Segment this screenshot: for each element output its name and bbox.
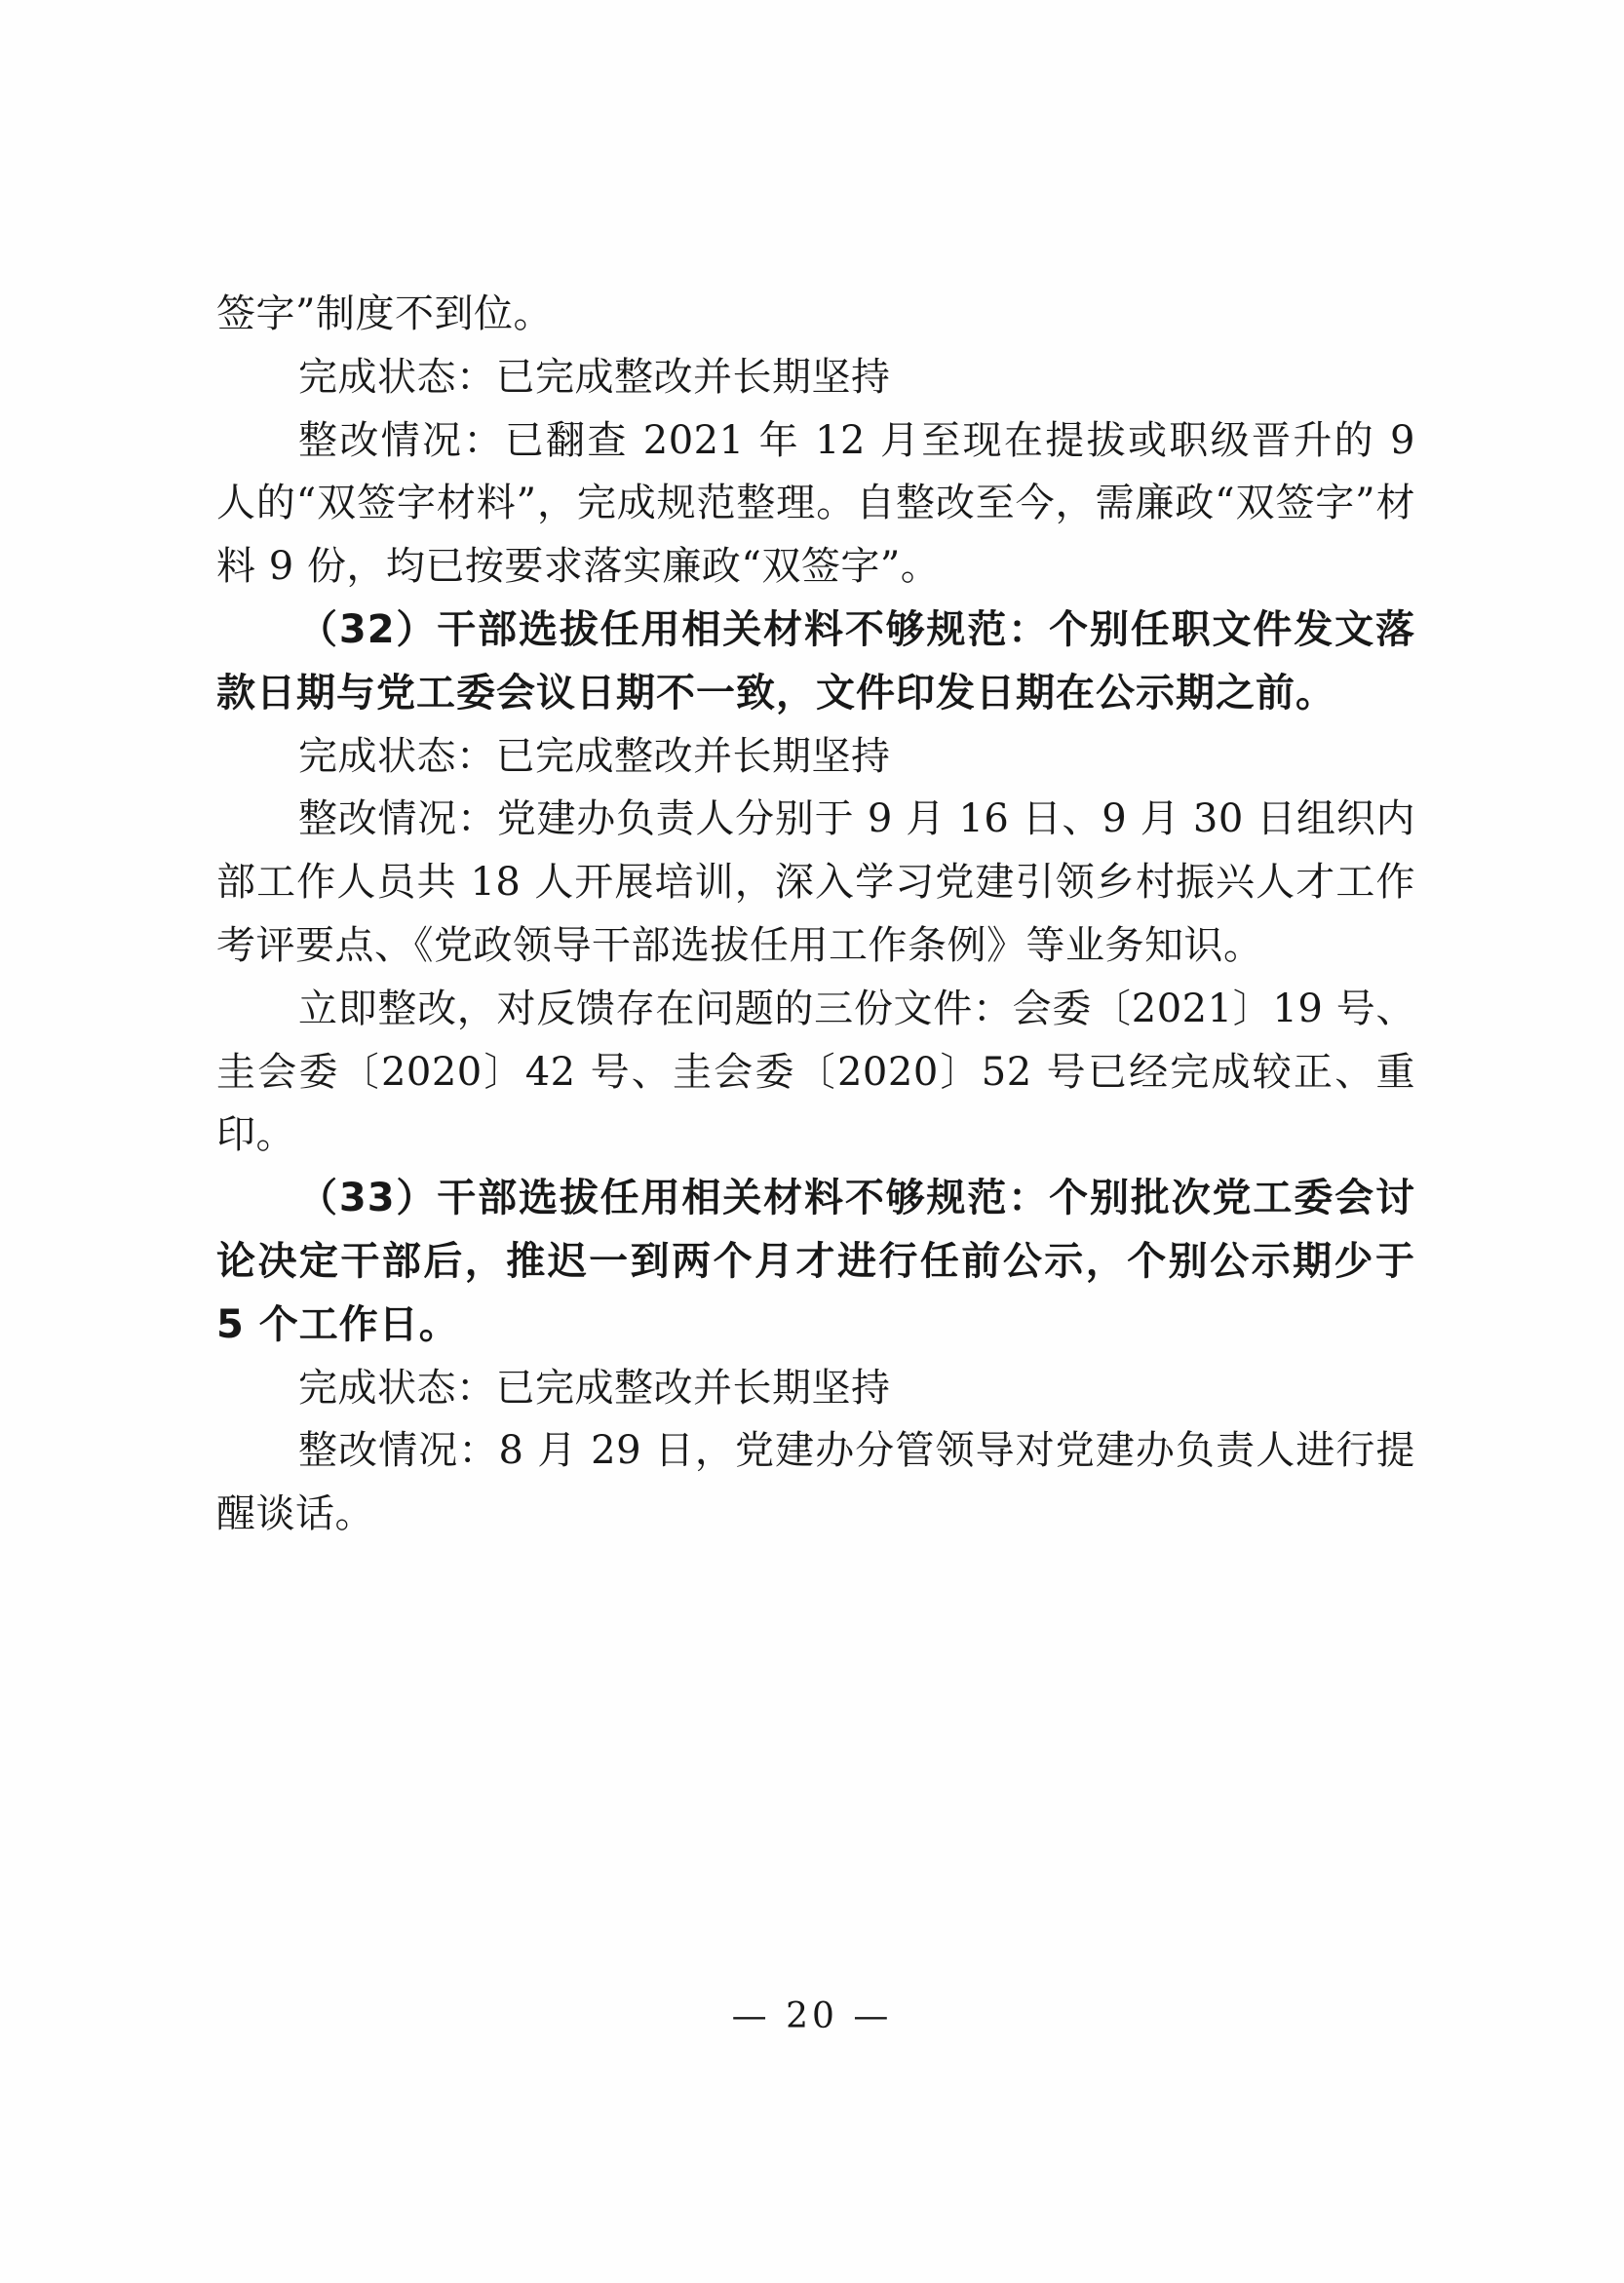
paragraph-completion-status-3: 完成状态：已完成整改并长期坚持	[298, 1365, 891, 1411]
paragraph-completion-status-2: 完成状态：已完成整改并长期坚持	[298, 733, 891, 779]
paragraph-continued-signature: 签字”制度不到位。	[216, 291, 553, 336]
paragraph-rectification-detail-2: 整改情况：党建办负责人分别于 9 月 16 日、9 月 30 日组织内部工作人员共 18 人开展培训，深入学习党建引领乡村振兴人才工作考评要点、《党政领导干部选拔任用工作条例》等业务知识。	[216, 796, 1415, 968]
paragraph-rectification-detail-1: 整改情况：已翻查 2021 年 12 月至现在提拔或职级晋升的 9 人的“双签字材料”，完成规范整理。自整改至今，需廉政“双签字”材料 9 份，均已按要求落实廉政“双签字”。	[216, 417, 1415, 590]
document-body	[216, 283, 1415, 1546]
paragraph-rectification-detail-2b: 立即整改，对反馈存在问题的三份文件：会委〔2021〕19 号、圭会委〔2020〕42 号、圭会委〔2020〕52 号已经完成较正、重印。	[216, 986, 1415, 1158]
paragraph-rectification-detail-3: 整改情况：8 月 29 日，党建办分管领导对党建办负责人进行提醒谈话。	[216, 1428, 1415, 1537]
paragraph-completion-status-1: 完成状态：已完成整改并长期坚持	[298, 354, 891, 400]
page-number: — 20 —	[731, 1996, 893, 2036]
paragraph-issue-item-32: （32）干部选拔任用相关材料不够规范：个别任职文件发文落款日期与党工委会议日期不一致，文件印发日期在公示期之前。	[216, 606, 1415, 716]
paragraph-issue-item-33: （33）干部选拔任用相关材料不够规范：个别批次党工委会讨论决定干部后，推迟一到两个月才进行任前公示，个别公示期少于 5 个工作日。	[216, 1176, 1415, 1347]
